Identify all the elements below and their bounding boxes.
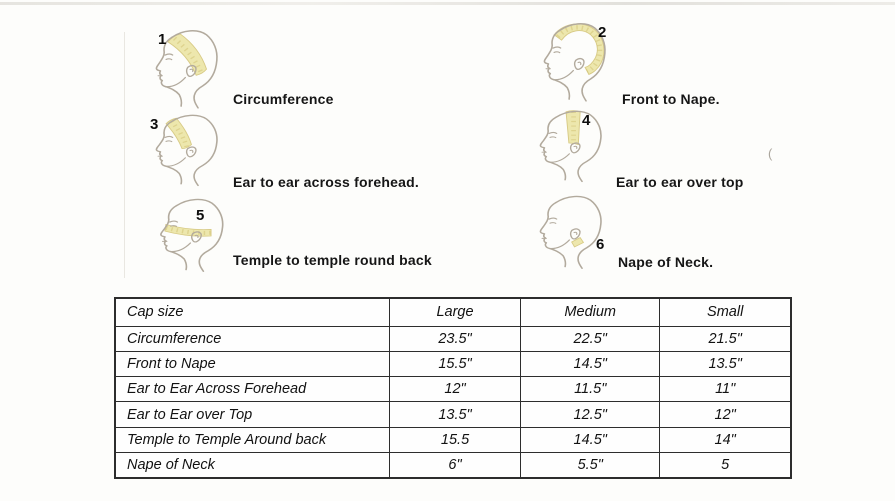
cap-size-table [114,297,792,479]
diagram-number-3: 3 [150,116,159,133]
value-cell: 22.5" [521,326,660,351]
value-cell: 15.5" [389,351,520,376]
value-cell: 12" [389,377,520,402]
head-profile-illustration [520,192,614,274]
row-label: Front to Nape [115,351,389,376]
value-cell: 13.5" [660,351,791,376]
value-cell: 12.5" [521,402,660,427]
head-profile-illustration [520,107,614,187]
table-row [115,427,791,452]
head-profile-illustration [140,195,236,277]
table-row [115,377,791,402]
row-label: Ear to Ear Across Forehead [115,377,389,402]
value-cell: 15.5 [389,427,520,452]
diagram-label-ear-to-ear-forehead: Ear to ear across forehead. [233,174,419,190]
diagram-label-front-to-nape: Front to Nape. [622,91,720,107]
diagram-number-1: 1 [158,31,167,48]
diagram-panel-border [124,32,125,278]
row-label: Ear to Ear over Top [115,402,389,427]
head-diagram-temple-to-temple [140,195,236,277]
value-cell: 14.5" [521,351,660,376]
diagram-number-6: 6 [596,236,605,253]
value-cell: 12" [660,402,791,427]
row-label: Nape of Neck [115,453,389,478]
diagram-label-temple-to-temple: Temple to temple round back [233,252,432,268]
value-cell: 6" [389,453,520,478]
value-cell: 11" [660,377,791,402]
column-header-small: Small [660,298,791,326]
value-cell: 14" [660,427,791,452]
scan-edge-line [0,2,895,5]
row-label: Circumference [115,326,389,351]
head-diagram-nape-of-neck [520,192,614,274]
head-diagram-circumference [136,26,230,114]
diagram-number-5: 5 [196,207,205,224]
table-row [115,326,791,351]
stray-mark: ( [768,146,773,161]
table-row [115,351,791,376]
value-cell: 14.5" [521,427,660,452]
table-row [115,402,791,427]
head-diagram-ear-to-ear-top [520,107,614,187]
row-label: Temple to Temple Around back [115,427,389,452]
diagram-label-circumference: Circumference [233,91,334,107]
value-cell: 5.5" [521,453,660,478]
diagram-number-4: 4 [582,112,591,129]
value-cell: 11.5" [521,377,660,402]
value-cell: 5 [660,453,791,478]
column-header-medium: Medium [521,298,660,326]
column-header-large: Large [389,298,520,326]
table-row [115,453,791,478]
head-profile-illustration [136,26,230,114]
diagram-number-2: 2 [598,24,607,41]
value-cell: 13.5" [389,402,520,427]
diagram-label-nape-of-neck: Nape of Neck. [618,254,714,270]
table-header-row [115,298,791,326]
value-cell: 21.5" [660,326,791,351]
column-header-cap-size: Cap size [115,298,389,326]
diagram-label-ear-to-ear-top: Ear to ear over top [616,174,744,190]
value-cell: 23.5" [389,326,520,351]
